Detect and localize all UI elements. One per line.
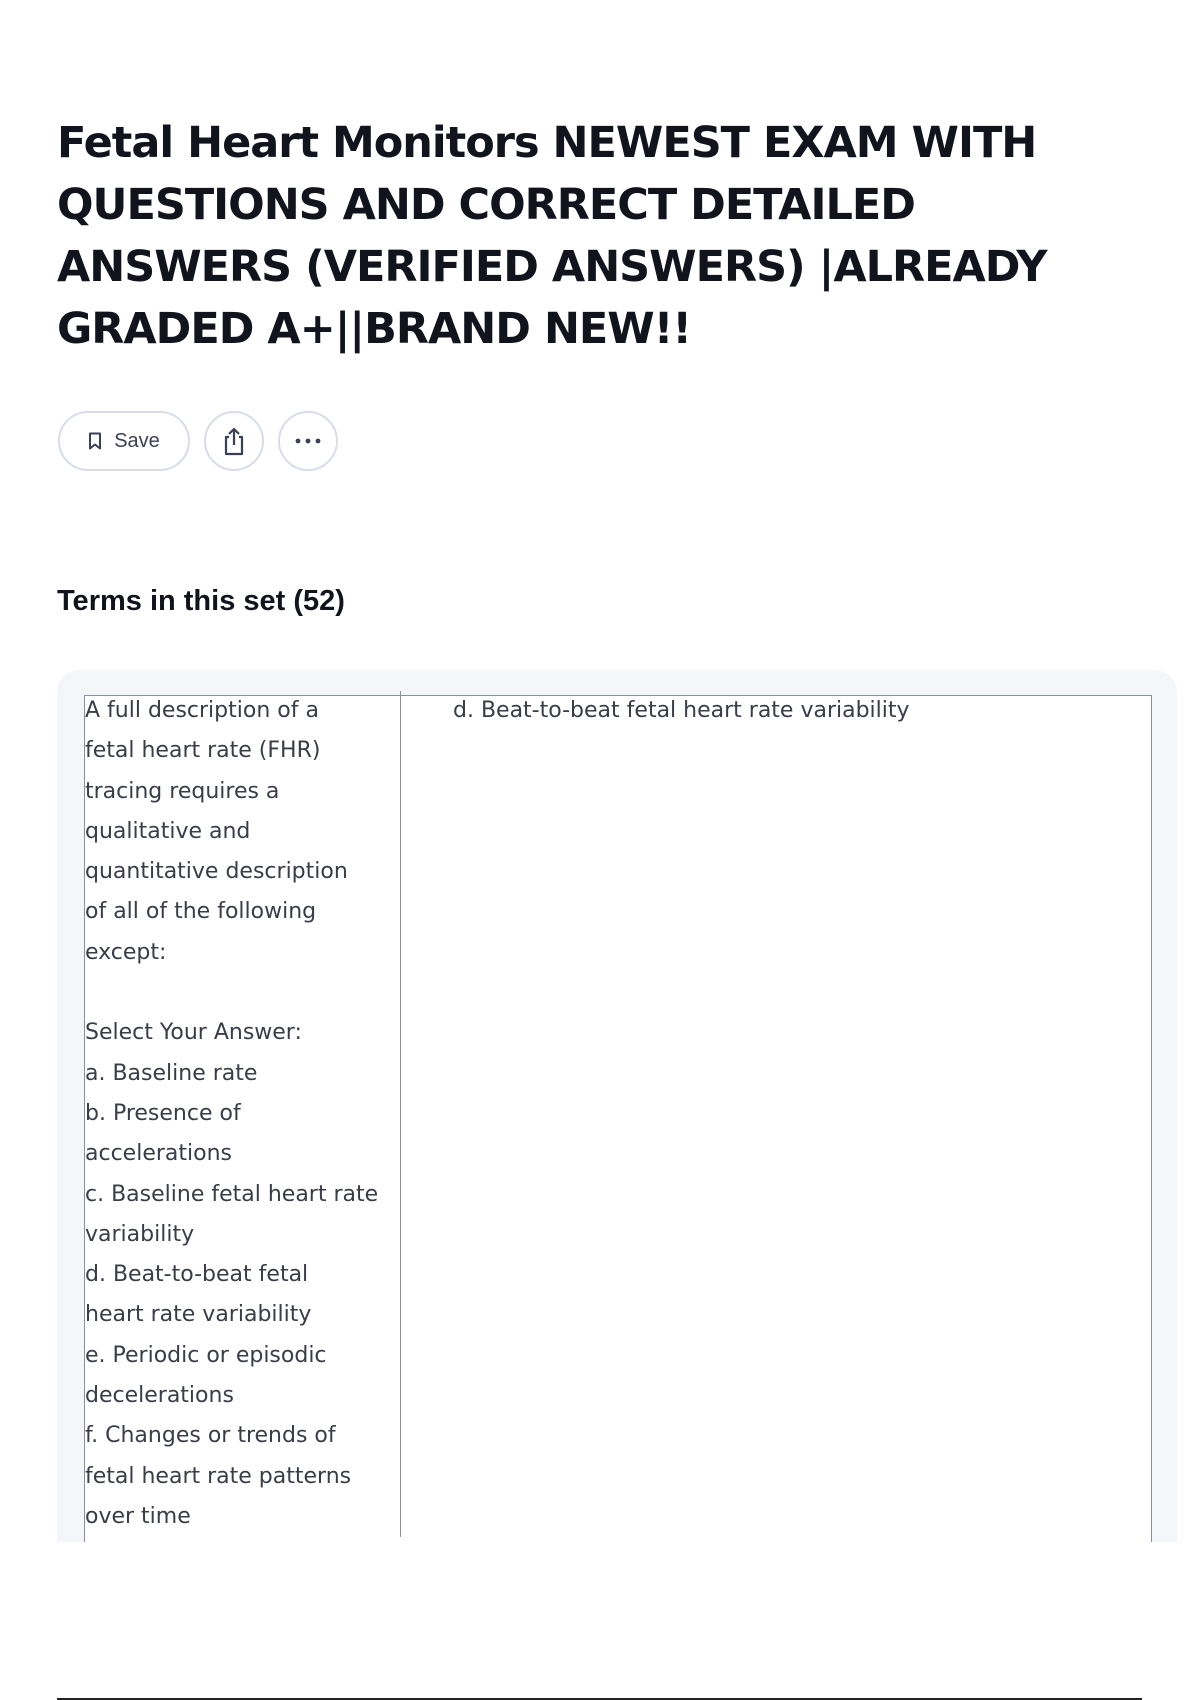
bookmark-icon [88,432,102,450]
save-button-label: Save [114,429,160,452]
action-bar [58,411,338,471]
terms-section-heading: Terms in this set (52) [57,585,345,617]
term-text: A full description of a fetal heart rate (FHR) tracing requires a qualitative and quantitative description of all of the following except: Select Your Answer: a. Baseline rate b. Presence of accelerations c. Baseline fetal heart rate variability d. Beat-to-beat fetal heart rate variability e. Periodic or episodic decelerations f. Changes or trends of fetal heart rate patterns over time [85,691,401,1537]
page-title: Fetal Heart Monitors NEWEST EXAM WITH QUESTIONS AND CORRECT DETAILED ANSWERS (VERIFIED ANSWERS) |ALREADY GRADED A+||BRAND NEW!! [57,118,1047,354]
term-row [84,695,1152,1542]
more-options-button[interactable] [278,411,338,471]
share-button[interactable] [204,411,264,471]
more-horizontal-icon [295,438,321,444]
definition-text: d. Beat-to-beat fetal heart rate variability [453,698,910,723]
share-icon [221,426,247,456]
save-button[interactable] [58,411,190,471]
